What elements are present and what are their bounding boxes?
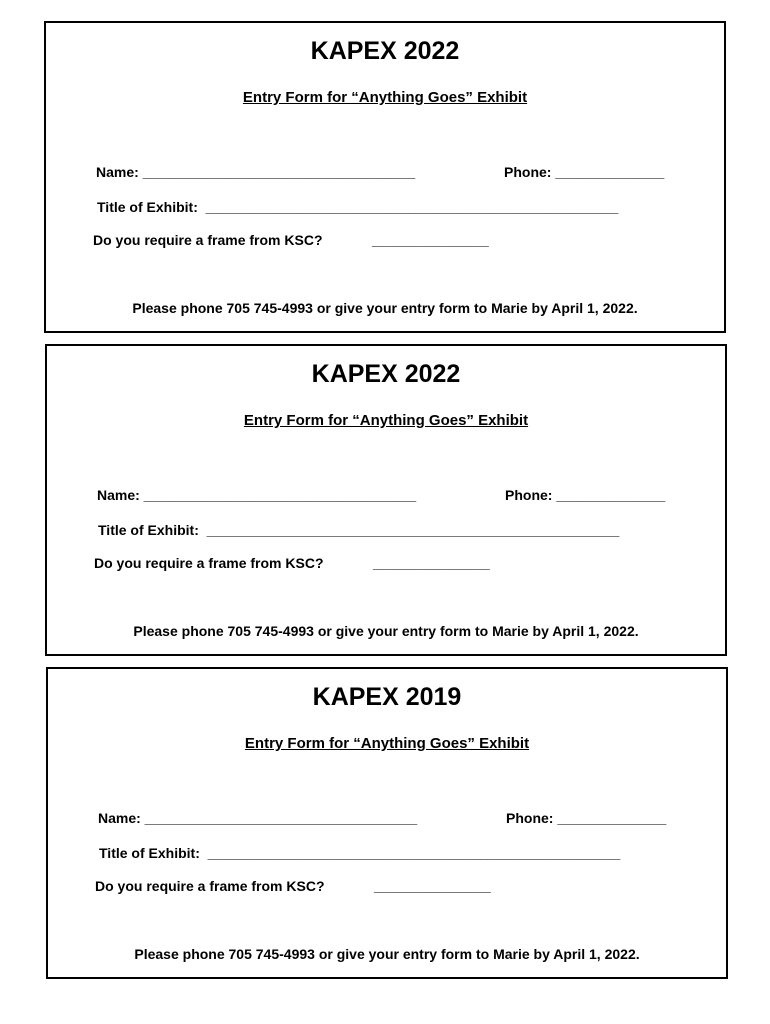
frame-answer-field[interactable]: _______________ — [372, 232, 489, 248]
form-title: KAPEX 2022 — [310, 37, 460, 65]
form-subtitle: Entry Form for “Anything Goes” Exhibit — [244, 735, 530, 752]
frame-answer-field[interactable]: _______________ — [373, 555, 490, 571]
entry-form-1 — [44, 21, 726, 333]
form-footer: Please phone 705 745-4993 or give your entry form to Marie by April 1, 2022. — [134, 946, 640, 962]
phone-field[interactable]: Phone: ______________ — [505, 487, 666, 503]
form-footer: Please phone 705 745-4993 or give your entry form to Marie by April 1, 2022. — [133, 623, 639, 639]
frame-question: Do you require a frame from KSC? — [95, 878, 325, 894]
frame-answer-field[interactable]: _______________ — [374, 878, 491, 894]
name-field[interactable]: Name: ___________________________________ — [97, 487, 417, 503]
frame-question: Do you require a frame from KSC? — [94, 555, 324, 571]
entry-form-2 — [45, 344, 727, 656]
form-footer: Please phone 705 745-4993 or give your entry form to Marie by April 1, 2022. — [132, 300, 638, 316]
form-title: KAPEX 2022 — [311, 360, 461, 388]
phone-field[interactable]: Phone: ______________ — [504, 164, 665, 180]
phone-field[interactable]: Phone: ______________ — [506, 810, 667, 826]
name-field[interactable]: Name: ___________________________________ — [96, 164, 416, 180]
form-subtitle: Entry Form for “Anything Goes” Exhibit — [243, 412, 529, 429]
name-field[interactable]: Name: ___________________________________ — [98, 810, 418, 826]
form-subtitle: Entry Form for “Anything Goes” Exhibit — [242, 89, 528, 106]
exhibit-title-field[interactable]: Title of Exhibit: _____________________________________________________ — [97, 199, 619, 215]
exhibit-title-field[interactable]: Title of Exhibit: _____________________________________________________ — [99, 845, 621, 861]
frame-question: Do you require a frame from KSC? — [93, 232, 323, 248]
entry-form-3 — [46, 667, 728, 979]
form-title: KAPEX 2019 — [312, 683, 462, 711]
exhibit-title-field[interactable]: Title of Exhibit: _____________________________________________________ — [98, 522, 620, 538]
